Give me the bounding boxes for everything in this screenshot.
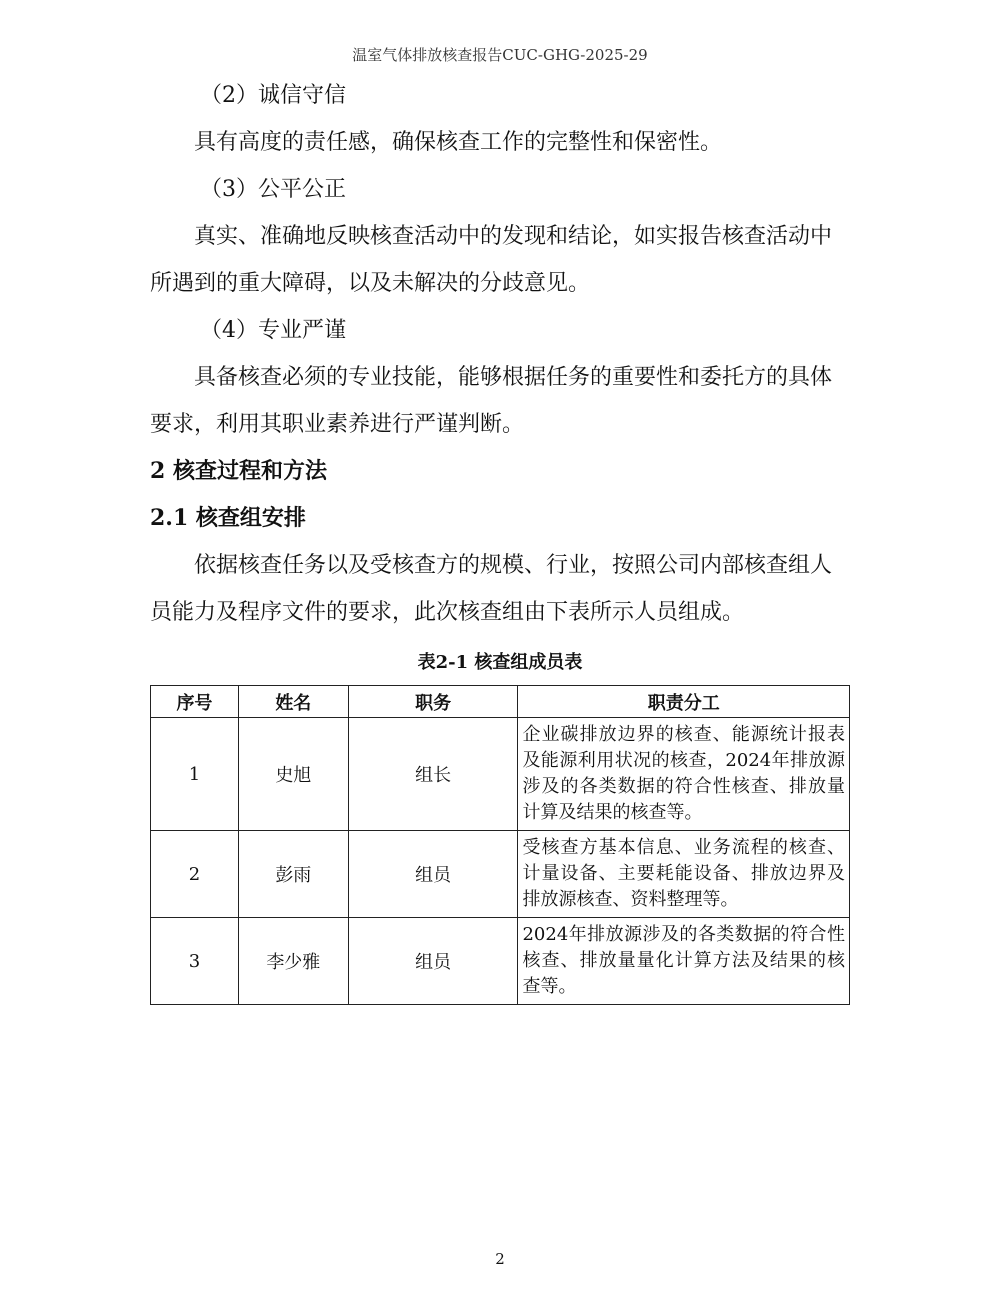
principle-heading-fairness: （3）公平公正	[200, 177, 346, 202]
cell-name: 彭雨	[238, 831, 348, 918]
table-caption: 表2-1 核查组成员表	[417, 652, 583, 673]
header-no: 序号	[151, 686, 239, 718]
header-duty: 职责分工	[518, 686, 850, 718]
cell-name: 李少雅	[238, 918, 348, 1005]
header-name: 姓名	[238, 686, 348, 718]
running-header: 温室气体排放核查报告CUC-GHG-2025-29	[352, 46, 648, 64]
header-role: 职务	[348, 686, 518, 718]
section-title-process: 2 核查过程和方法	[150, 458, 327, 484]
principle-body-fairness: 真实、准确地反映核查活动中的发现和结论，如实报告核查活动中所遇到的重大障碍，以及未解决的分歧意见。	[150, 224, 833, 296]
principle-body-integrity: 具有高度的责任感，确保核查工作的完整性和保密性。	[194, 130, 723, 155]
principle-heading-integrity: （2）诚信守信	[200, 83, 346, 108]
cell-no: 1	[151, 718, 239, 831]
section-title-team: 2.1 核查组安排	[150, 505, 306, 531]
table-row	[151, 831, 850, 918]
cell-no: 3	[151, 918, 239, 1005]
table-header-row	[151, 686, 850, 718]
table-row	[151, 918, 850, 1005]
cell-no: 2	[151, 831, 239, 918]
team-intro-paragraph: 依据核查任务以及受核查方的规模、行业，按照公司内部核查组人员能力及程序文件的要求，此次核查组由下表所示人员组成。	[150, 553, 833, 625]
cell-name: 史旭	[238, 718, 348, 831]
team-members-table	[150, 685, 850, 1005]
cell-role: 组员	[348, 831, 518, 918]
principle-heading-professional: （4）专业严谨	[200, 318, 346, 343]
page-number: 2	[495, 1250, 505, 1268]
table-row	[151, 718, 850, 831]
cell-role: 组员	[348, 918, 518, 1005]
principle-body-professional: 具备核查必须的专业技能，能够根据任务的重要性和委托方的具体要求，利用其职业素养进行严谨判断。	[150, 365, 833, 437]
cell-duty: 企业碳排放边界的核查、能源统计报表及能源利用状况的核查，2024年排放源涉及的各类数据的符合性核查、排放量计算及结果的核查等。	[518, 718, 850, 831]
cell-role: 组长	[348, 718, 518, 831]
cell-duty: 受核查方基本信息、业务流程的核查、计量设备、主要耗能设备、排放边界及排放源核查、资料整理等。	[518, 831, 850, 918]
cell-duty: 2024年排放源涉及的各类数据的符合性核查、排放量量化计算方法及结果的核查等。	[518, 918, 850, 1005]
